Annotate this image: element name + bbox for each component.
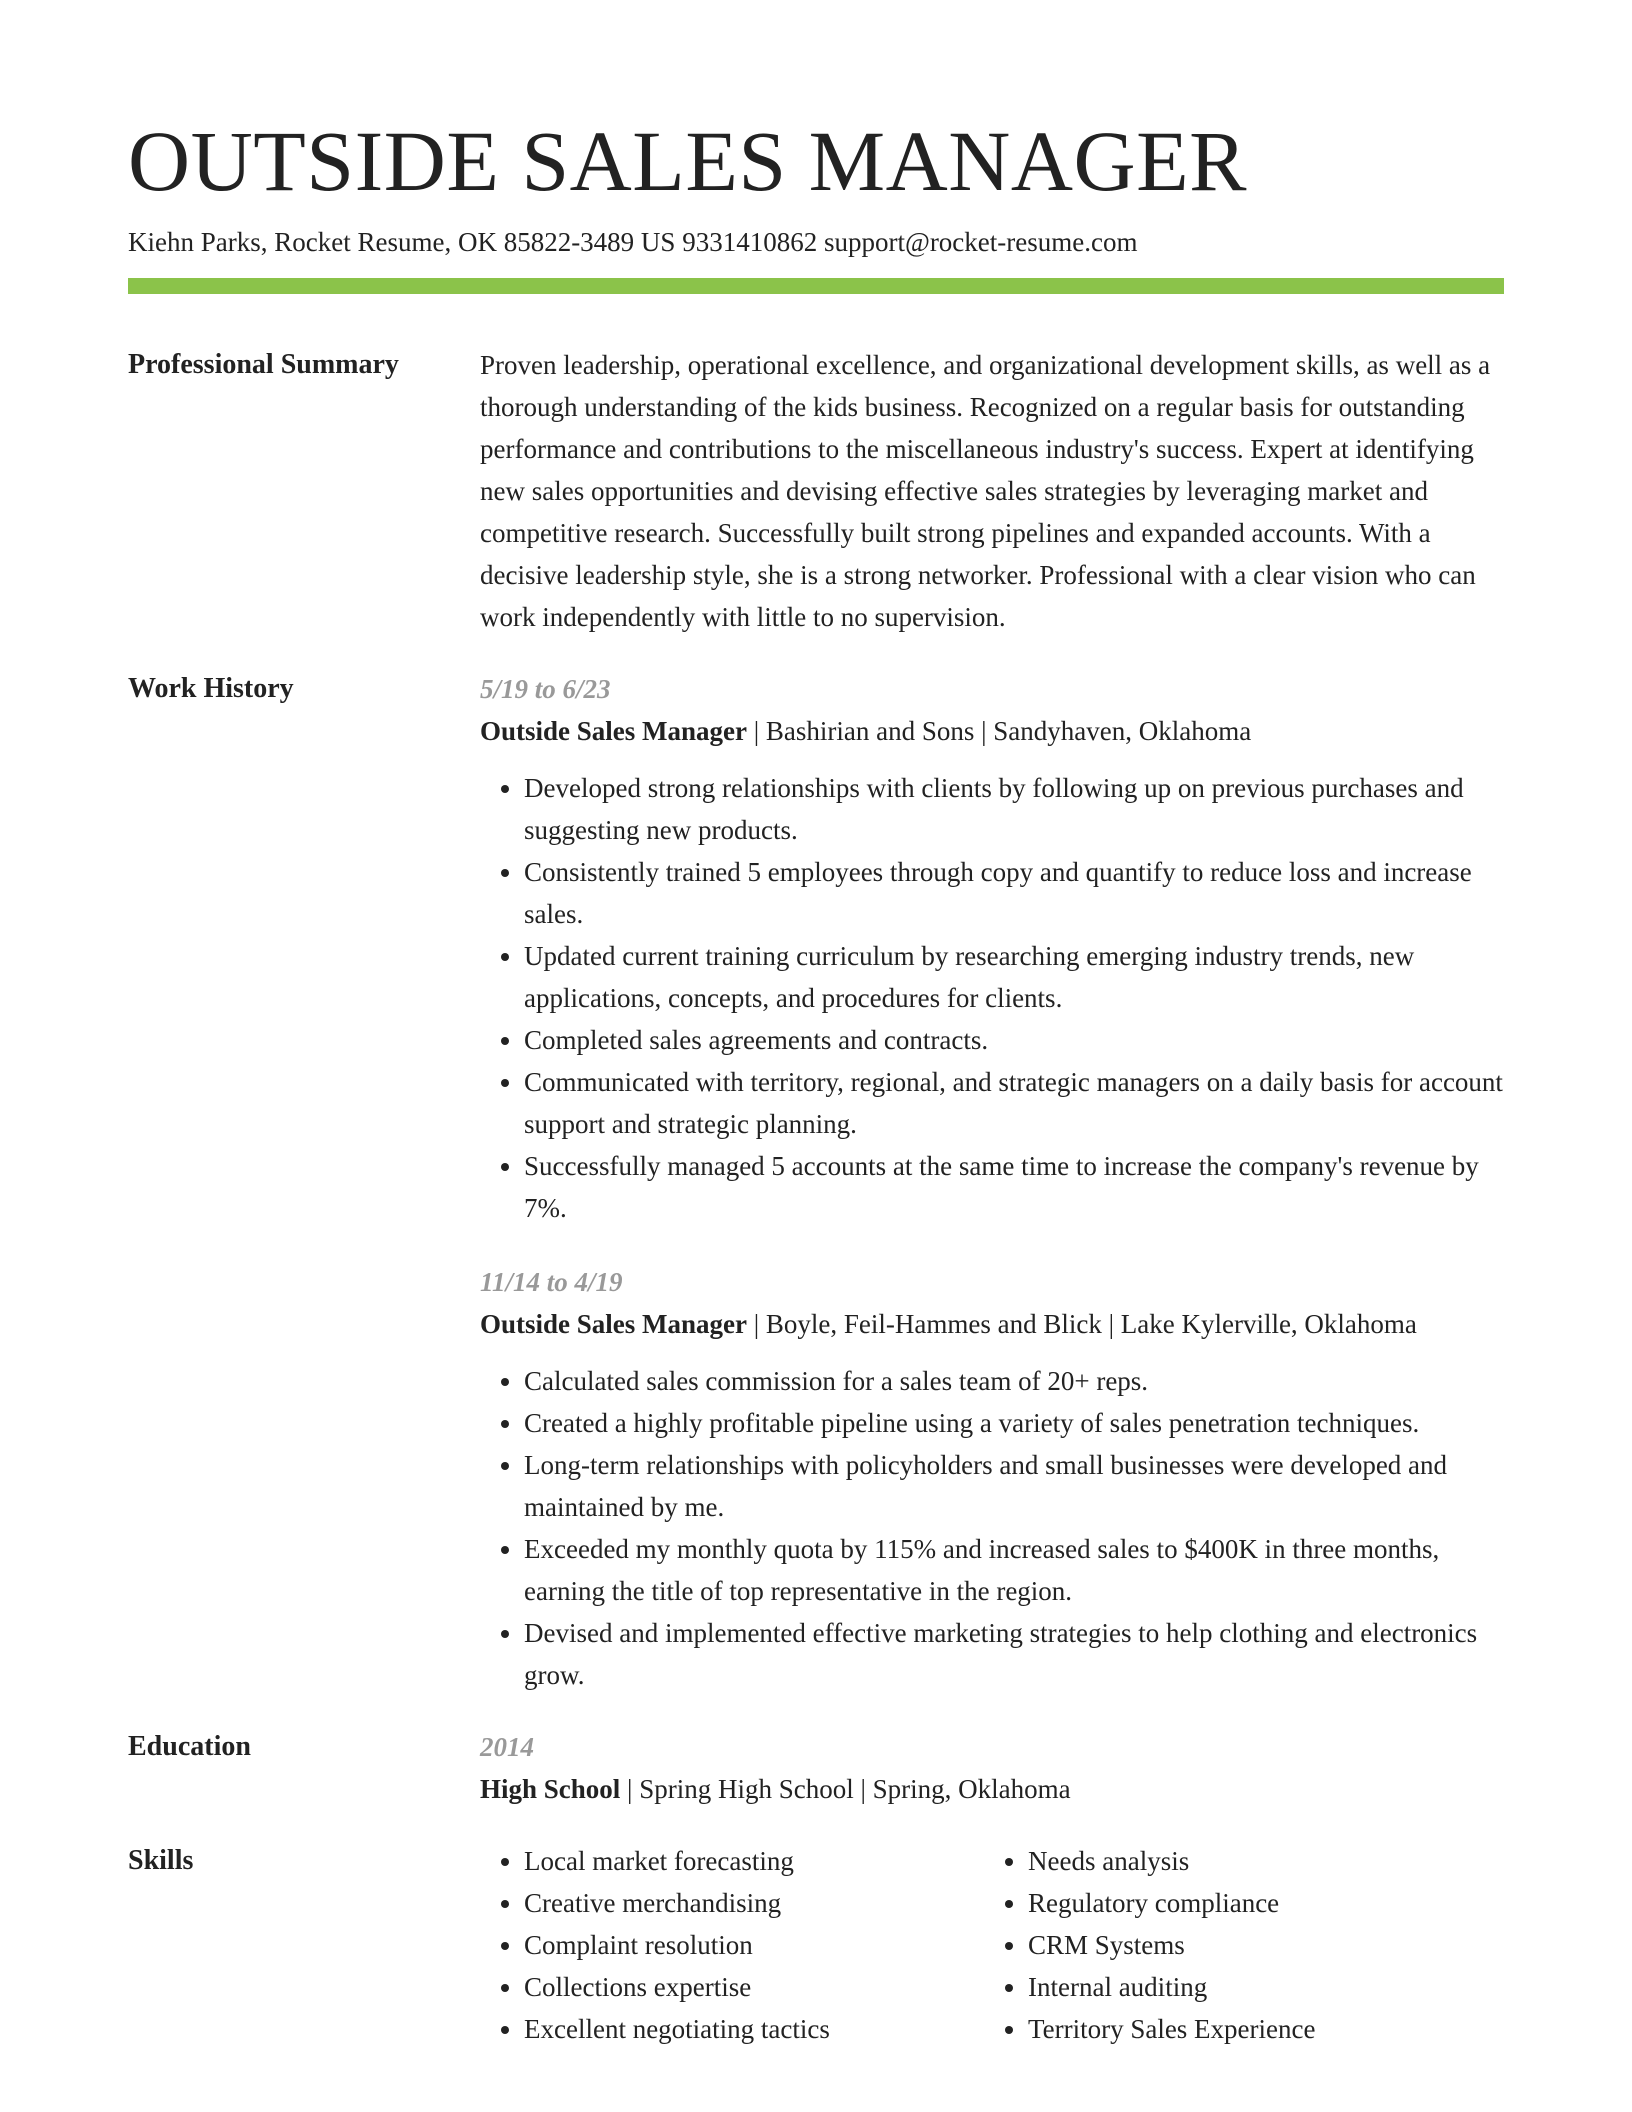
skills-column-left xyxy=(480,1840,984,2050)
list-item: • Territory Sales Experience xyxy=(1028,2008,1488,2050)
summary-text: Proven leadership, operational excellence, and organizational development skills, as well as a thorough understanding of the kids business. Recognized on a regular basis for outstanding performance and contributions to the miscellaneous industry's success. Expert at identifying new sales opportunities and devising effective sales strategies by leveraging market and competitive research. Successfully built strong pipelines and expanded accounts. With a decisive leadership style, she is a strong networker. Professional with a clear vision who can work independently with little to no supervision. xyxy=(480,350,1491,633)
job-entry xyxy=(480,668,1504,1229)
list-item: • Completed sales agreements and contracts. xyxy=(524,1019,1504,1061)
job-dates: 11/14 to 4/19 xyxy=(480,1267,623,1298)
job-title: Outside Sales Manager xyxy=(480,716,747,747)
job-bullets xyxy=(480,767,1504,1229)
work-history-label: Work History xyxy=(128,673,294,705)
list-item: • Updated current training curriculum by researching emerging industry trends, new applications, concepts, and procedures for clients. xyxy=(524,935,1504,1019)
list-item: • Internal auditing xyxy=(1028,1966,1488,2008)
skills-body xyxy=(480,1840,1504,2050)
list-item: • Regulatory compliance xyxy=(1028,1882,1488,1924)
job-role-line xyxy=(480,710,1504,752)
list-item: • Successfully managed 5 accounts at the same time to increase the company's revenue by 7%. xyxy=(524,1145,1504,1229)
list-item: • Calculated sales commission for a sales team of 20+ reps. xyxy=(524,1360,1504,1402)
skills-label: Skills xyxy=(128,1845,194,1877)
education-date: 2014 xyxy=(480,1732,534,1763)
education-section xyxy=(128,1726,1504,1810)
work-history-body xyxy=(480,668,1504,1696)
skills-grid xyxy=(480,1840,1504,2050)
work-history-section xyxy=(128,668,1504,1696)
resume-title: OUTSIDE SALES MANAGER xyxy=(128,113,1247,209)
education-degree: High School xyxy=(480,1774,621,1805)
contact-line: Kiehn Parks, Rocket Resume, OK 85822-3489 US 9331410862 support@rocket-resume.com xyxy=(128,227,1138,257)
accent-divider xyxy=(128,278,1504,294)
job-bullets xyxy=(480,1360,1504,1696)
list-item: • Collections expertise xyxy=(524,1966,984,2008)
job-entry xyxy=(480,1261,1504,1696)
list-item: • Creative merchandising xyxy=(524,1882,984,1924)
list-item: • Consistently trained 5 employees through copy and quantify to reduce loss and increase sales. xyxy=(524,851,1504,935)
list-item: • Created a highly profitable pipeline using a variety of sales penetration techniques. xyxy=(524,1402,1504,1444)
list-item: • Complaint resolution xyxy=(524,1924,984,1966)
list-item: • Exceeded my monthly quota by 115% and increased sales to $400K in three months, earning the title of top representative in the region. xyxy=(524,1528,1504,1612)
job-title: Outside Sales Manager xyxy=(480,1309,747,1340)
summary-section xyxy=(128,344,1504,638)
list-item: • Needs analysis xyxy=(1028,1840,1488,1882)
list-item: • CRM Systems xyxy=(1028,1924,1488,1966)
job-role-line xyxy=(480,1303,1504,1345)
job-details: | Boyle, Feil-Hammes and Blick | Lake Kylerville, Oklahoma xyxy=(747,1309,1417,1340)
list-item: • Long-term relationships with policyholders and small businesses were developed and maintained by me. xyxy=(524,1444,1504,1528)
education-body xyxy=(480,1726,1504,1810)
education-line xyxy=(480,1768,1504,1810)
skills-column-right xyxy=(984,1840,1488,2050)
list-item: • Communicated with territory, regional, and strategic managers on a daily basis for account support and strategic planning. xyxy=(524,1061,1504,1145)
education-details: | Spring High School | Spring, Oklahoma xyxy=(620,1774,1071,1805)
skills-section xyxy=(128,1840,1504,2050)
summary-label: Professional Summary xyxy=(128,349,399,381)
list-item: • Excellent negotiating tactics xyxy=(524,2008,984,2050)
education-label: Education xyxy=(128,1731,251,1763)
list-item: • Devised and implemented effective marketing strategies to help clothing and electronics grow. xyxy=(524,1612,1504,1696)
job-details: | Bashirian and Sons | Sandyhaven, Oklahoma xyxy=(747,716,1252,747)
list-item: • Developed strong relationships with clients by following up on previous purchases and suggesting new products. xyxy=(524,767,1504,851)
list-item: • Local market forecasting xyxy=(524,1840,984,1882)
resume-page xyxy=(128,113,1504,2050)
job-dates: 5/19 to 6/23 xyxy=(480,674,611,705)
